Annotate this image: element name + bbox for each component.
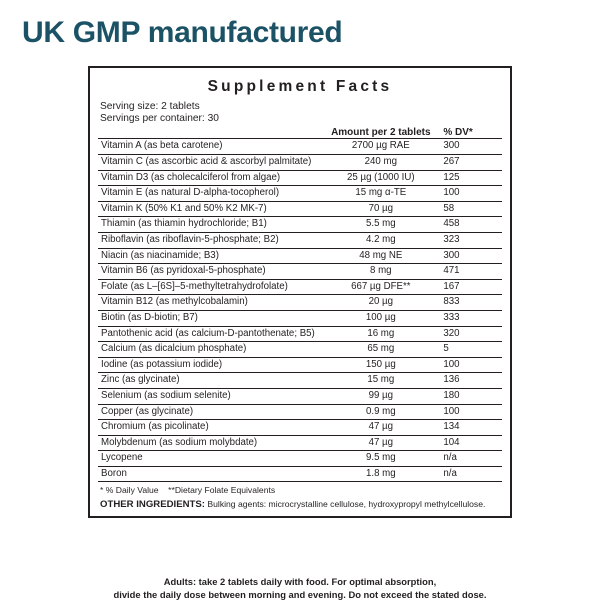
nutrient-dv: 300 xyxy=(437,139,502,155)
nutrient-dv: 134 xyxy=(437,420,502,436)
nutrient-dv: 833 xyxy=(437,295,502,311)
table-row xyxy=(98,342,502,358)
nutrient-dv: 471 xyxy=(437,264,502,280)
footnote-folate-equivalents: **Dietary Folate Equivalents xyxy=(168,485,275,495)
page-title: UK GMP manufactured xyxy=(22,16,342,50)
table-row xyxy=(98,310,502,326)
nutrient-name: Selenium (as sodium selenite) xyxy=(98,388,324,404)
nutrient-name: Vitamin E (as natural D-alpha-tocopherol) xyxy=(98,186,324,202)
nutrient-name: Vitamin B12 (as methylcobalamin) xyxy=(98,295,324,311)
nutrient-name: Iodine (as potassium iodide) xyxy=(98,357,324,373)
nutrient-name: Vitamin A (as beta carotene) xyxy=(98,139,324,155)
nutrient-name: Lycopene xyxy=(98,451,324,467)
table-row xyxy=(98,388,502,404)
nutrient-name: Boron xyxy=(98,466,324,482)
nutrient-amount: 16 mg xyxy=(324,326,437,342)
directions-line-2: divide the daily dose between morning and evening. Do not exceed the stated dose. xyxy=(88,589,512,601)
nutrient-dv: 267 xyxy=(437,155,502,171)
footnote-line xyxy=(100,485,502,497)
nutrient-name: Pantothenic acid (as calcium-D-pantothenate; B5) xyxy=(98,326,324,342)
table-row xyxy=(98,466,502,482)
nutrient-amount: 667 µg DFE** xyxy=(324,279,437,295)
nutrient-dv: 458 xyxy=(437,217,502,233)
other-ingredients-text: Bulking agents: microcrystalline cellulose, hydroxypropyl methylcellulose. xyxy=(205,499,485,509)
nutrient-name: Chromium (as picolinate) xyxy=(98,420,324,436)
nutrition-table xyxy=(98,127,502,482)
supplement-facts-title: Supplement Facts xyxy=(98,78,502,96)
nutrient-amount: 20 µg xyxy=(324,295,437,311)
nutrient-name: Vitamin D3 (as cholecalciferol from algae) xyxy=(98,170,324,186)
nutrient-amount: 5.5 mg xyxy=(324,217,437,233)
table-row xyxy=(98,170,502,186)
nutrient-dv: 333 xyxy=(437,310,502,326)
column-header-name xyxy=(98,127,324,139)
nutrient-dv: 5 xyxy=(437,342,502,358)
nutrient-dv: 320 xyxy=(437,326,502,342)
nutrient-dv: 100 xyxy=(437,404,502,420)
nutrient-dv: 58 xyxy=(437,201,502,217)
nutrient-amount: 47 µg xyxy=(324,420,437,436)
table-row xyxy=(98,248,502,264)
table-row xyxy=(98,357,502,373)
other-ingredients xyxy=(100,499,502,511)
nutrient-amount: 2700 µg RAE xyxy=(324,139,437,155)
nutrient-name: Biotin (as D-biotin; B7) xyxy=(98,310,324,326)
table-row xyxy=(98,201,502,217)
nutrient-dv: 125 xyxy=(437,170,502,186)
other-ingredients-label: OTHER INGREDIENTS: xyxy=(100,499,205,510)
table-row xyxy=(98,451,502,467)
nutrient-name: Niacin (as niacinamide; B3) xyxy=(98,248,324,264)
table-row xyxy=(98,326,502,342)
table-row xyxy=(98,155,502,171)
nutrient-amount: 70 µg xyxy=(324,201,437,217)
nutrient-dv: 323 xyxy=(437,232,502,248)
table-row xyxy=(98,217,502,233)
table-row xyxy=(98,279,502,295)
nutrient-amount: 15 mg xyxy=(324,373,437,389)
nutrient-amount: 9.5 mg xyxy=(324,451,437,467)
column-header-amount: Amount per 2 tablets xyxy=(324,127,437,139)
nutrient-amount: 1.8 mg xyxy=(324,466,437,482)
nutrient-name: Molybdenum (as sodium molybdate) xyxy=(98,435,324,451)
table-row xyxy=(98,186,502,202)
nutrient-dv: n/a xyxy=(437,466,502,482)
nutrient-amount: 0.9 mg xyxy=(324,404,437,420)
nutrient-amount: 47 µg xyxy=(324,435,437,451)
serving-info xyxy=(98,101,502,125)
nutrient-dv: 300 xyxy=(437,248,502,264)
directions xyxy=(88,576,512,601)
nutrient-amount: 150 µg xyxy=(324,357,437,373)
nutrient-amount: 4.2 mg xyxy=(324,232,437,248)
nutrient-name: Riboflavin (as riboflavin-5-phosphate; B2) xyxy=(98,232,324,248)
table-row xyxy=(98,435,502,451)
table-row xyxy=(98,404,502,420)
nutrient-name: Copper (as glycinate) xyxy=(98,404,324,420)
nutrient-dv: 104 xyxy=(437,435,502,451)
table-row xyxy=(98,264,502,280)
nutrient-dv: n/a xyxy=(437,451,502,467)
nutrient-dv: 136 xyxy=(437,373,502,389)
nutrient-name: Zinc (as glycinate) xyxy=(98,373,324,389)
nutrient-amount: 65 mg xyxy=(324,342,437,358)
servings-per-container: Servings per container: 30 xyxy=(100,113,502,125)
footnotes xyxy=(98,485,502,510)
nutrient-name: Vitamin C (as ascorbic acid & ascorbyl palmitate) xyxy=(98,155,324,171)
nutrient-name: Thiamin (as thiamin hydrochloride; B1) xyxy=(98,217,324,233)
nutrient-amount: 8 mg xyxy=(324,264,437,280)
table-row xyxy=(98,420,502,436)
nutrient-amount: 25 µg (1000 IU) xyxy=(324,170,437,186)
serving-size: Serving size: 2 tablets xyxy=(100,101,502,113)
nutrient-amount: 99 µg xyxy=(324,388,437,404)
nutrient-dv: 167 xyxy=(437,279,502,295)
table-row xyxy=(98,139,502,155)
nutrient-name: Folate (as L–[6S]–5-methyltetrahydrofolate) xyxy=(98,279,324,295)
table-header-row xyxy=(98,127,502,139)
table-row xyxy=(98,295,502,311)
nutrient-dv: 180 xyxy=(437,388,502,404)
column-header-dv: % DV* xyxy=(437,127,502,139)
nutrient-name: Vitamin B6 (as pyridoxal-5-phosphate) xyxy=(98,264,324,280)
nutrient-amount: 15 mg α-TE xyxy=(324,186,437,202)
nutrient-amount: 100 µg xyxy=(324,310,437,326)
nutrient-name: Vitamin K (50% K1 and 50% K2 MK-7) xyxy=(98,201,324,217)
nutrient-name: Calcium (as dicalcium phosphate) xyxy=(98,342,324,358)
table-row xyxy=(98,373,502,389)
nutrient-amount: 48 mg NE xyxy=(324,248,437,264)
nutrient-dv: 100 xyxy=(437,357,502,373)
footnote-daily-value: * % Daily Value xyxy=(100,485,159,495)
nutrient-amount: 240 mg xyxy=(324,155,437,171)
supplement-facts-panel xyxy=(88,66,512,518)
table-row xyxy=(98,232,502,248)
directions-line-1: Adults: take 2 tablets daily with food. For optimal absorption, xyxy=(88,576,512,589)
nutrient-dv: 100 xyxy=(437,186,502,202)
